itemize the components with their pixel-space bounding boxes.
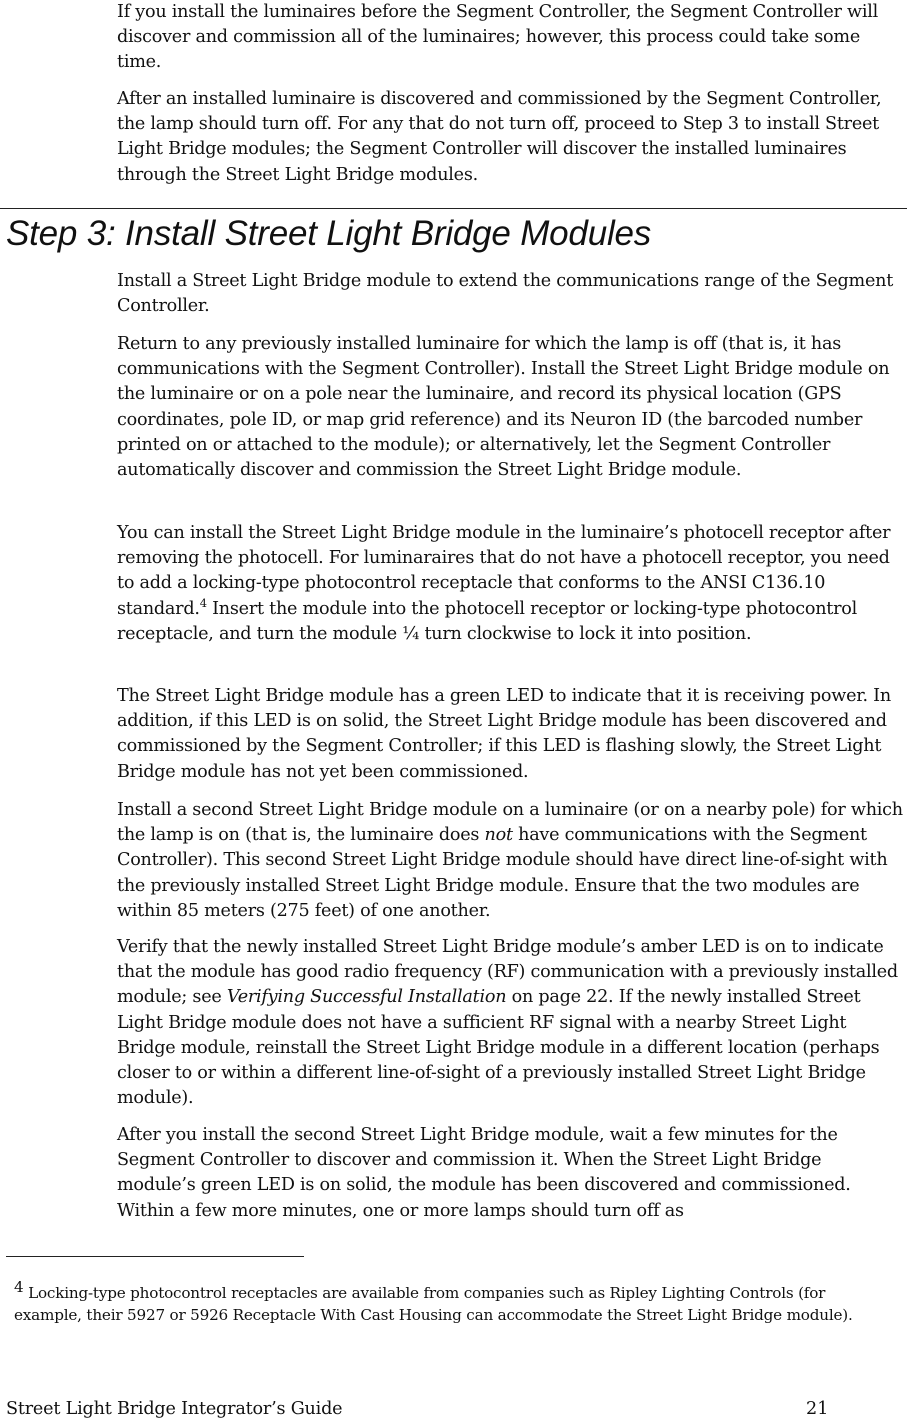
section-heading: Step 3: Install Street Light Bridge Modules — [6, 214, 652, 253]
paragraph-green-led: The Street Light Bridge module has a green LED to indicate that it is receiving power. In addition, if this LED is on solid, the Street Light Bridge module has been discovered and commissioned by the Segment Controller; if this LED is flashing slowly, the Street Light Bridge module has not yet been commissioned. — [117, 686, 891, 782]
paragraph-commissioned-lamp-off: After an installed luminaire is discovered and commissioned by the Segment Controller, the lamp should turn off. For any that do not turn off, proceed to Step 3 to install Street Light Bridge modules; the Segment Controller will discover the installed luminaires through the Street Light Bridge modules. — [117, 89, 882, 185]
paragraph-photocell-text-a: You can install the Street Light Bridge module in the luminaire’s photocell receptor after removing the photocell. For luminaraires that do not have a photocell receptor, you need to add a locking-type photocontrol receptacle that conforms to the ANSI C136.10 standard. — [117, 523, 891, 619]
paragraph-install-bridge: Install a Street Light Bridge module to extend the communications range of the Segment Controller. — [117, 271, 894, 317]
paragraph-photocell-text-b: Insert the module into the photocell receptor or locking-type photocontrol receptacle, and turn the module ¼ turn clockwise to lock it into position. — [117, 598, 857, 644]
paragraph-verify-text-a: Verify that the newly installed Street Light Bridge module’s amber LED is on to indicate that the module has good radio frequency (RF) communication with a previously installed module; see — [117, 937, 898, 1008]
paragraph-photocell-receptor — [117, 521, 905, 647]
paragraph-return-to-luminaire: Return to any previously installed luminaire for which the lamp is off (that is, it has communications with the Segment Controller). Install the Street Light Bridge module on the luminaire or on a pole near the luminaire, and record its physical location (GPS coordinates, pole ID, or map grid reference) and its Neuron ID (the barcoded number printed on or attached to the module); or alternatively, let the Segment Controller automatically discover and commission the Street Light Bridge module. — [117, 334, 890, 481]
paragraph-after-install: After you install the second Street Light Bridge module, wait a few minutes for the Segment Controller to discover and commission it. When the Street Light Bridge module’s green LED is on solid, the module has been discovered and commissioned. Within a few more minutes, one or more lamps should turn off as — [117, 1125, 851, 1221]
footer-page-number: 21 — [806, 1399, 829, 1419]
footnote — [14, 1276, 894, 1326]
cross-reference-link[interactable]: Verifying Successful Installation — [226, 987, 507, 1008]
paragraph-second-text-a: Install a second Street Light Bridge module on a luminaire (or on a nearby pole) for which the lamp is on (that is, the luminaire does — [117, 800, 903, 846]
paragraph-luminaires-before-controller: If you install the luminaires before the Segment Controller, the Segment Controller will discover and commission all of the luminaires; however, this process could take some time. — [117, 2, 878, 73]
emphasis-not: not — [484, 825, 513, 846]
footer-guide-title: Street Light Bridge Integrator’s Guide — [6, 1399, 343, 1419]
footnote-reference[interactable]: 4 — [199, 595, 207, 610]
paragraph-second-module — [117, 798, 905, 924]
footnote-separator — [6, 1256, 304, 1257]
paragraph-verify-text-b: on page 22. If the newly installed Street Light Bridge module does not have a sufficient RF signal with a nearby Street Light Bridge module, reinstall the Street Light Bridge module in a different location (perhaps closer to or within a different line-of-sight of a previously installed Street Light Bridge module). — [117, 987, 880, 1109]
paragraph-verify-amber-led — [117, 935, 905, 1111]
footnote-text: Locking-type photocontrol receptacles are available from companies such as Ripley Lighting Controls (for example, their 5927 or 5926 Receptacle With Cast Housing can accommodate the Street Light Bridge module). — [14, 1284, 853, 1325]
heading-rule — [0, 208, 907, 209]
footnote-number: 4 — [14, 1278, 24, 1296]
paragraph-second-text-b: have communications with the Segment Controller). This second Street Light Bridge module should have direct line-of-sight with the previously installed Street Light Bridge module. Ensure that the two modules are within 85 meters (275 feet) of one another. — [117, 825, 888, 921]
